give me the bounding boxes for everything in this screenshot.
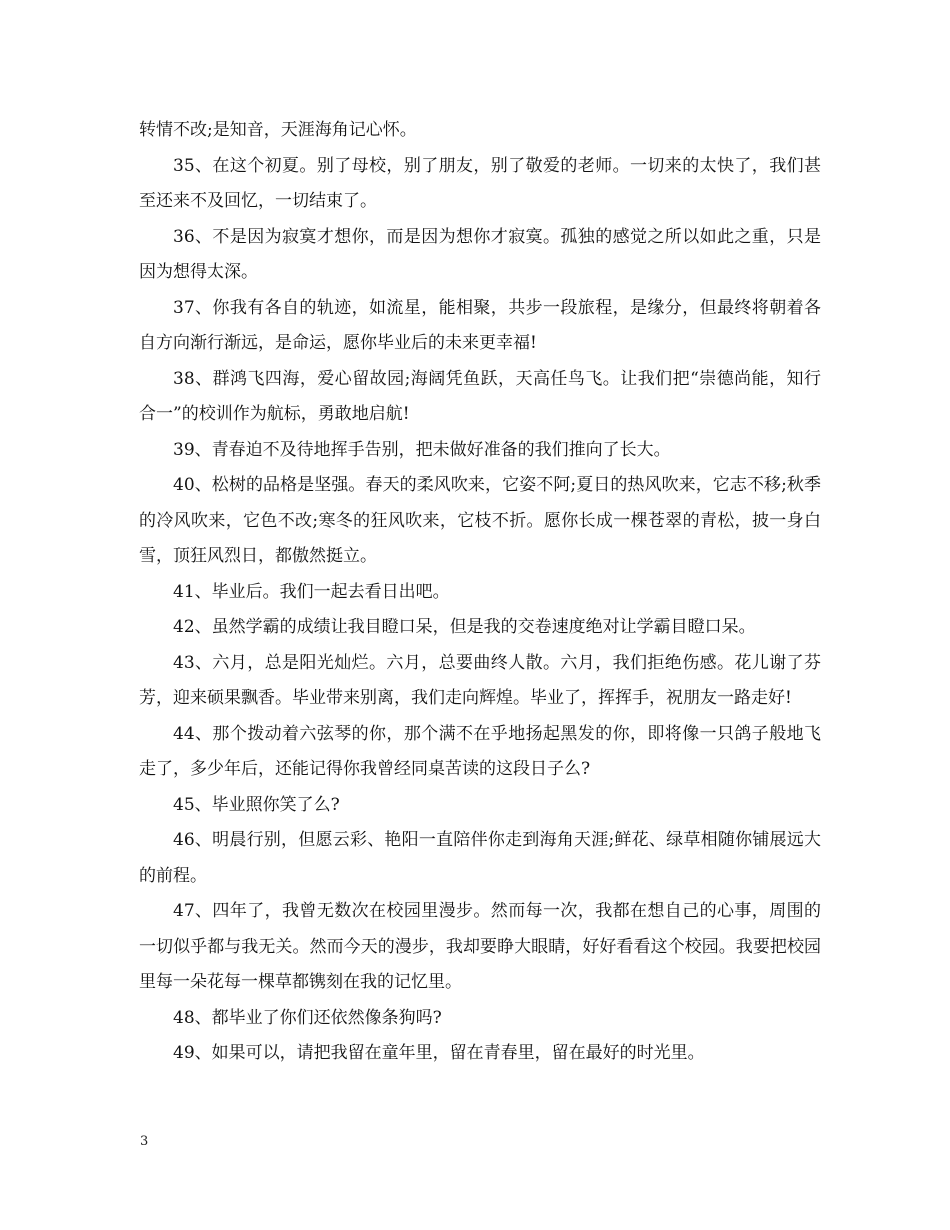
paragraph-item-35: 35、在这个初夏。别了母校，别了朋友，别了敬爱的老师。一切来的太快了，我们甚至还来不及回忆，一切结束了。 <box>139 155 821 211</box>
page-number: 3 <box>140 1134 149 1149</box>
paragraph-item-47: 47、四年了，我曾无数次在校园里漫步。然而每一次，我都在想自己的心事，周围的一切似乎都与我无关。然而今天的漫步，我却要睁大眼睛，好好看看这个校园。我要把校园里每一朵花每一棵草都镌刻在我的记忆里。 <box>139 901 821 992</box>
paragraph-item-48: 48、都毕业了你们还依然像条狗吗? <box>173 1007 442 1028</box>
paragraph-item-40: 40、松树的品格是坚强。春天的柔风吹来，它姿不阿;夏日的热风吹来，它志不移;秋季的冷风吹来，它色不改;寒冬的狂风吹来，它枝不折。愿你长成一棵苍翠的青松，披一身白雪，顶狂风烈日，都傲然挺立。 <box>139 475 821 566</box>
document-body <box>139 113 821 1072</box>
paragraph-item-49: 49、如果可以，请把我留在童年里，留在青春里，留在最好的时光里。 <box>173 1043 705 1063</box>
paragraph-item-39: 39、青春迫不及待地挥手告别，把未做好准备的我们推向了长大。 <box>173 439 671 460</box>
paragraph-item-42: 42、虽然学霸的成绩让我目瞪口呆，但是我的交卷速度绝对让学霸目瞪口呆。 <box>173 617 756 637</box>
paragraph-item-37: 37、你我有各自的轨迹，如流星，能相聚，共步一段旅程，是缘分，但最终将朝着各自方向渐行渐远，是命运，愿你毕业后的未来更幸福! <box>139 297 821 353</box>
paragraph-item-44: 44、那个拨动着六弦琴的你，那个满不在乎地扬起黑发的你，即将像一只鸽子般地飞走了，多少年后，还能记得你我曾经同桌苦读的这段日子么? <box>139 723 821 779</box>
paragraph-item-38: 38、群鸿飞四海，爱心留故园;海阔凭鱼跃，天高任鸟飞。让我们把“崇德尚能，知行合一”的校训作为航标，勇敢地启航! <box>139 368 821 424</box>
paragraph-item-41: 41、毕业后。我们一起去看日出吧。 <box>173 581 450 602</box>
paragraph-item-43: 43、六月，总是阳光灿烂。六月，总要曲终人散。六月，我们拒绝伤感。花儿谢了芬芳，迎来硕果飘香。毕业带来别离，我们走向辉煌。毕业了，挥挥手，祝朋友一路走好! <box>139 652 821 708</box>
paragraph-item-45: 45、毕业照你笑了么? <box>173 794 340 815</box>
paragraph-item-36: 36、不是因为寂寞才想你，而是因为想你才寂寞。孤独的感觉之所以如此之重，只是因为想得太深。 <box>139 226 821 282</box>
paragraph-continuation: 转情不改;是知音，天涯海角记心怀。 <box>139 120 417 140</box>
paragraph-item-46: 46、明晨行别，但愿云彩、艳阳一直陪伴你走到海角天涯;鲜花、绿草相随你铺展远大的前程。 <box>139 830 821 886</box>
